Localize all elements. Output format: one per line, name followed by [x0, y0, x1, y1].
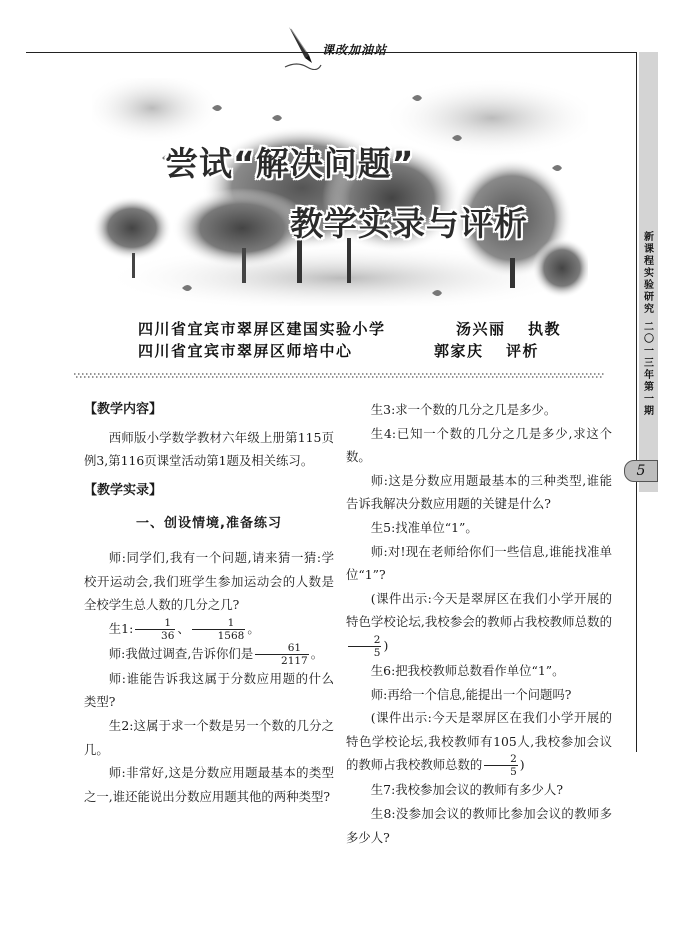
paragraph-with-fraction: (课件出示:今天是翠屏区在我们小学开展的特色学校论坛,我校教师有105人,我校参加会议的教师占我校教师总数的 $\frac{2}{5}$ )	[346, 710, 612, 779]
header-rule	[26, 52, 636, 53]
right-column	[346, 398, 612, 849]
fraction: $\frac{2}{5}$	[484, 753, 517, 778]
forest-illustration	[92, 78, 588, 306]
paragraph: 师:对!现在老师给你们一些信息,谁能找准单位“1”?	[346, 543, 612, 583]
fraction: $\frac{1}{36}$	[135, 617, 175, 642]
section-title: 一、创设情境,准备练习	[136, 516, 282, 532]
author-line-2	[138, 340, 539, 361]
article-title-line2: 教学实录与评析	[290, 204, 528, 243]
paragraph: 生6:把我校教师总数看作单位“1”。	[370, 662, 565, 678]
pen-icon	[283, 25, 323, 70]
paragraph: 生4:已知一个数的几分之几是多少,求这个数。	[346, 425, 612, 465]
paragraph: 师:非常好,这是分数应用题最基本的类型之一,谁还能说出分数应用题其他的两种类型?	[84, 765, 334, 804]
fraction: $\frac{2}{5}$	[348, 634, 381, 659]
paragraph: 生5:找准单位“1”。	[370, 519, 478, 535]
column-name: 课改加油站	[322, 43, 388, 57]
author-role: 执教	[528, 320, 562, 338]
paragraph: 师:谁能告诉我这属于分数应用题的什么类型?	[84, 670, 334, 710]
left-column	[84, 398, 334, 808]
author-school: 四川省宜宾市翠屏区师培中心	[138, 342, 353, 360]
paragraph: 师:这是分数应用题最基本的三种类型,谁能告诉我解决分数应用题的关键是什么?	[346, 472, 612, 512]
paragraph: 生7:我校参加会议的教师有多少人?	[370, 782, 563, 798]
author-name: 郭家庆	[434, 342, 484, 360]
record-heading: 【教学实录】	[84, 482, 163, 498]
author-role: 评析	[506, 342, 540, 360]
paragraph: 生8:没参加会议的教师比参加会议的教师多多少人?	[346, 805, 612, 845]
fraction: $\frac{61}{2117}$	[255, 642, 309, 667]
author-school: 四川省宜宾市翠屏区建国实验小学	[138, 320, 386, 338]
paragraph-with-fractions: 生1: $\frac{1}{36}$ 、 $\frac{1}{1568}$ 。	[108, 616, 260, 642]
fraction: $\frac{1}{1568}$	[192, 617, 246, 642]
paragraph: 生2:这属于求一个数是另一个数的几分之几。	[84, 717, 334, 757]
author-name: 汤兴丽	[456, 320, 506, 338]
journal-name: 新课程实验研究	[644, 232, 654, 315]
paragraph: 师:再给一个信息,能提出一个问题吗?	[370, 686, 572, 702]
author-line-1	[138, 318, 561, 339]
content-heading: 【教学内容】	[84, 402, 163, 417]
page-number: 5	[624, 460, 658, 482]
paragraph-with-fraction: 师:我做过调查,告诉你们是 $\frac{61}{2117}$ 。	[108, 641, 324, 667]
header-vertical-rule	[636, 52, 637, 752]
paragraph: 生3:求一个数的几分之几是多少。	[370, 402, 557, 417]
article-title-line1: 尝试“解决问题”	[165, 144, 415, 183]
paragraph-with-fraction: (课件出示:今天是翠屏区在我们小学开展的特色学校论坛,我校参会的教师占我校教师总数的 $\frac{2}{5}$ )	[346, 590, 612, 659]
dotted-divider	[74, 372, 604, 378]
content-paragraph: 西师版小学数学教材六年级上册第115页例3,第116页课堂活动第1题及相关练习。	[84, 429, 334, 469]
issue-label: 二〇一三年第一期	[644, 322, 654, 417]
paragraph: 师:同学们,我有一个问题,请来猜一猜:学校开运动会,我们班学生参加运动会的人数是全校学生总人数的几分之几?	[84, 549, 334, 613]
